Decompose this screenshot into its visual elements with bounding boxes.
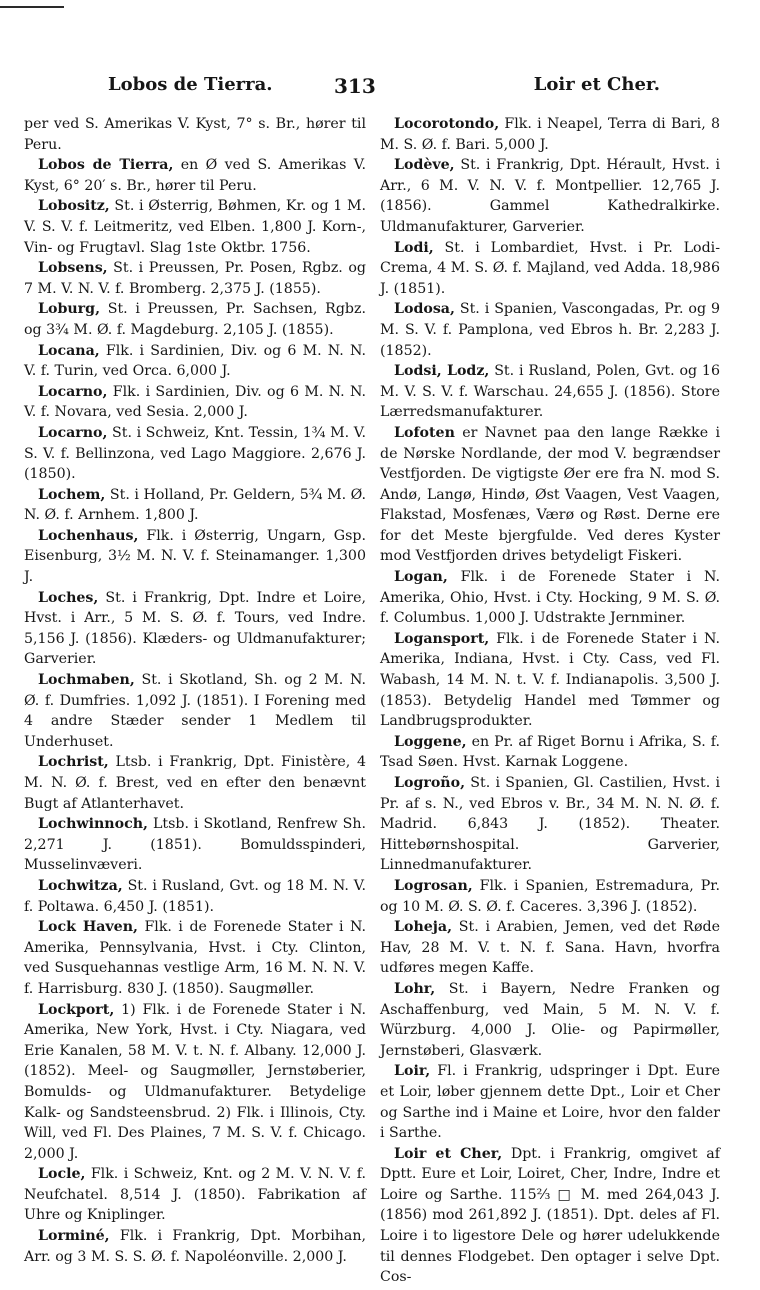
entry-headword: Locarno, bbox=[38, 424, 108, 441]
entry-headword: Lohr, bbox=[394, 980, 436, 997]
entry-headword: Logroño, bbox=[394, 775, 466, 791]
entry-text: St. i Spanien, Vascongadas, Pr. og 9 M. S. V. f. Pamplona, ved Ebros h. Br. 2,283 J. (1852). bbox=[380, 301, 720, 359]
entry-text: er Navnet paa den lange Række i de Nørske Nordlande, der mod V. begrændser Vestfjorden. De vigtigste Øer ere fra N. mod S. Andø, Langø, Hindø, Øst Vaagen, Vest Vaagen, Flakstad, Mosfenæs, Værø og Røst. Derne ere for det Meste bjergfulde. Ved deres Kyster mod Vestfjorden drives betydeligt Fiskeri. bbox=[380, 424, 720, 565]
entry-text: Ltsb. i Frankrig, Dpt. Finistère, 4 M. N. Ø. f. Brest, ved en efter den benævnt Bugt af Atlanterhavet. bbox=[24, 754, 366, 812]
entry-text: Flk. i Østerrig, Ungarn, Gsp. Eisenburg, 3½ M. N. V. f. Steinamanger. 1,300 J. bbox=[24, 527, 366, 586]
entry-headword: Loir et Cher, bbox=[394, 1145, 503, 1162]
entry-text: Flk. i Frankrig, Dpt. Morbihan, Arr. og 3 M. S. S. Ø. f. Napoléonville. 2,000 J. bbox=[24, 1228, 366, 1265]
page-header bbox=[22, 74, 734, 102]
dictionary-entry bbox=[380, 876, 720, 917]
dictionary-entry bbox=[24, 155, 366, 196]
dictionary-entry bbox=[380, 114, 720, 155]
entry-headword: Loggene, bbox=[394, 733, 467, 750]
dictionary-entry bbox=[24, 1226, 366, 1267]
entry-headword: Lodève, bbox=[394, 157, 455, 174]
dictionary-entry bbox=[380, 361, 720, 423]
header-right-catchword: Loir et Cher. bbox=[533, 74, 660, 95]
dictionary-entry bbox=[380, 423, 720, 567]
dictionary-entry bbox=[24, 1000, 366, 1165]
entry-headword: Lochem, bbox=[38, 486, 106, 503]
dictionary-entry bbox=[380, 1061, 720, 1143]
entry-text: Flk. i Spanien, Estremadura, Pr. og 10 M. Ø. S. Ø. f. Caceres. 3,396 J. (1852). bbox=[380, 877, 720, 915]
dictionary-entry bbox=[24, 114, 366, 155]
dictionary-entry bbox=[380, 773, 720, 876]
top-rule bbox=[0, 6, 64, 8]
dictionary-entry bbox=[380, 979, 720, 1061]
entry-text: Dpt. i Frankrig, omgivet af Dptt. Eure et Loir, Loiret, Cher, Indre, Indre et Loire og Sarthe. 115⅔ □ M. med 264,043 J. (1856) mod 261,892 J. (1851). Dpt. deles af Fl. Loire i to ligestore Dele og hører udelukkende til dennes Flodgebet. Den optager i selve Dpt. Cos- bbox=[380, 1145, 721, 1286]
page-number: 313 bbox=[334, 74, 376, 98]
left-column bbox=[24, 114, 366, 1267]
dictionary-entry bbox=[24, 670, 366, 752]
entry-headword: Lorminé, bbox=[38, 1228, 110, 1245]
dictionary-entry bbox=[24, 196, 366, 258]
dictionary-entry bbox=[380, 1144, 720, 1288]
entry-headword: Loches, bbox=[38, 589, 99, 606]
dictionary-entry bbox=[380, 732, 720, 773]
dictionary-entry bbox=[24, 258, 366, 299]
entry-headword: Locarno, bbox=[38, 383, 108, 400]
dictionary-entry bbox=[24, 1164, 366, 1226]
dictionary-entry bbox=[380, 629, 720, 732]
entry-text: Ltsb. i Skotland, Renfrew Sh. 2,271 J. (1851). Bomuldsspinderi, Musselinvæveri. bbox=[24, 816, 366, 874]
entry-text: Flk. i de Forenede Stater i N. Amerika, Indiana, Hvst. i Cty. Cass, ved Fl. Wabash, 14 M. N. t. V. f. Indianapolis. 3,500 J. (1853). Betydelig Handel med Tømmer og Landbrugsprodukter. bbox=[380, 630, 720, 730]
dictionary-entry bbox=[24, 382, 366, 423]
entry-headword: Lochmaben, bbox=[38, 672, 135, 689]
entry-text: St. i Spanien, Gl. Castilien, Hvst. i Pr. af s. N., ved Ebros v. Br., 34 M. N. N. Ø. f. Madrid. 6,843 J. (1852). Theater. Hittebørnshospital. Garverier, Linnedmanufakturer. bbox=[380, 775, 720, 874]
entry-text: Fl. i Frankrig, udspringer i Dpt. Eure et Loir, løber gjennem dette Dpt., Loir et Cher og Sarthe ind i Maine et Loire, hvor den falder i Sarthe. bbox=[380, 1063, 720, 1142]
entry-text: per ved S. Amerikas V. Kyst, 7° s. Br., hører til Peru. bbox=[24, 116, 366, 153]
entry-text: St. i Frankrig, Dpt. Indre et Loire, Hvst. i Arr., 5 M. S. Ø. f. Tours, ved Indre. 5,156 J. (1856). Klæders- og Uldmanufakturer; Garverier. bbox=[24, 589, 366, 668]
entry-headword: Loheja, bbox=[394, 919, 453, 936]
entry-text: St. i Lombardiet, Hvst. i Pr. Lodi-Crema, 4 M. S. Ø. f. Majland, ved Adda. 18,986 J. (1851). bbox=[380, 239, 720, 297]
dictionary-entry bbox=[380, 238, 720, 300]
entry-text: en Pr. af Riget Bornu i Afrika, S. f. Tsad Søen. Hvst. Karnak Loggene. bbox=[380, 733, 720, 771]
dictionary-entry bbox=[380, 155, 720, 237]
entry-headword: Logan, bbox=[394, 569, 448, 586]
dictionary-entry bbox=[24, 299, 366, 340]
entry-headword: Loir, bbox=[394, 1063, 431, 1080]
dictionary-entry bbox=[380, 917, 720, 979]
dictionary-entry bbox=[24, 917, 366, 999]
entry-headword: Lodsi, Lodz, bbox=[394, 363, 490, 380]
entry-text: St. i Arabien, Jemen, ved det Røde Hav, 28 M. V. t. N. f. Sana. Havn, hvorfra udføres megen Kaffe. bbox=[380, 919, 720, 977]
entry-headword: Lochenhaus, bbox=[38, 527, 139, 544]
entry-headword: Lobos de Tierra, bbox=[38, 157, 174, 174]
entry-text: Flk. i Sardinien, Div. og 6 M. N. N. V. f. Novara, ved Sesia. 2,000 J. bbox=[24, 383, 366, 421]
entry-headword: Logansport, bbox=[394, 630, 490, 647]
entry-text: en Ø ved S. Amerikas V. Kyst, 6° 20′ s. Br., hører til Peru. bbox=[24, 157, 366, 194]
entry-text: Flk. i de Forenede Stater i N. Amerika, Ohio, Hvst. i Cty. Hocking, 9 M. S. Ø. f. Columbus. 1,000 J. Udstrakte Jernminer. bbox=[380, 569, 720, 627]
right-column bbox=[380, 114, 720, 1288]
entry-headword: Locle, bbox=[38, 1166, 86, 1183]
entry-text: St. i Holland, Pr. Geldern, 5¾ M. Ø. N. Ø. f. Arnhem. 1,800 J. bbox=[24, 486, 366, 524]
entry-headword: Locorotondo, bbox=[394, 116, 500, 132]
entry-text: Flk. i de Forenede Stater i N. Amerika, Pennsylvania, Hvst. i Cty. Clinton, ved Susquehannas vestlige Arm, 16 M. N. N. V. f. Harrisburg. 830 J. (1850). Saugmøller. bbox=[24, 919, 366, 997]
entry-headword: Lock Haven, bbox=[38, 919, 138, 936]
dictionary-entry bbox=[24, 341, 366, 382]
entry-headword: Locana, bbox=[38, 342, 100, 359]
dictionary-entry bbox=[24, 814, 366, 876]
entry-headword: Lobositz, bbox=[38, 198, 110, 215]
entry-headword: Lodi, bbox=[394, 239, 434, 256]
entry-headword: Lochwinnoch, bbox=[38, 816, 148, 833]
entry-text: Flk. i Schweiz, Knt. og 2 M. V. N. V. f. Neufchatel. 8,514 J. (1850). Fabrikation af Uhre og Kniplinger. bbox=[24, 1166, 366, 1224]
entry-text: St. i Østerrig, Bøhmen, Kr. og 1 M. V. S. V. f. Leitmeritz, ved Elben. 1,800 J. Korn-, Vin- og Frugtavl. Slag 1ste Oktbr. 1756. bbox=[24, 198, 366, 256]
entry-text: St. i Preussen, Pr. Posen, Rgbz. og 7 M. V. N. V. f. Bromberg. 2,375 J. (1855). bbox=[24, 260, 366, 297]
entry-text: Flk. i Sardinien, Div. og 6 M. N. N. V. f. Turin, ved Orca. 6,000 J. bbox=[24, 342, 366, 380]
entry-headword: Lockport, bbox=[38, 1001, 115, 1018]
entry-headword: Loburg, bbox=[38, 301, 101, 318]
dictionary-entry bbox=[24, 752, 366, 814]
entry-headword: Lochrist, bbox=[38, 754, 109, 771]
dictionary-entry bbox=[24, 485, 366, 526]
entry-headword: Lochwitza, bbox=[38, 877, 123, 894]
header-left-catchword: Lobos de Tierra. bbox=[108, 74, 273, 95]
dictionary-entry bbox=[24, 588, 366, 670]
dictionary-entry bbox=[380, 567, 720, 629]
entry-headword: Lofoten bbox=[394, 424, 455, 441]
dictionary-entry bbox=[24, 876, 366, 917]
dictionary-entry bbox=[24, 526, 366, 588]
entry-text: St. i Frankrig, Dpt. Hérault, Hvst. i Arr., 6 M. V. N. V. f. Montpellier. 12,765 J. (1856). Gammel Kathedralkirke. Uldmanufakturer, Garverier. bbox=[380, 157, 720, 235]
entry-text: St. i Preussen, Pr. Sachsen, Rgbz. og 3¾ M. Ø. f. Magdeburg. 2,105 J. (1855). bbox=[24, 301, 366, 338]
entry-text: 1) Flk. i de Forenede Stater i N. Amerika, New York, Hvst. i Cty. Niagara, ved Erie Kanalen, 58 M. V. t. N. f. Albany. 12,000 J. (1852). Meel- og Saugmøller, Jernstøberier, Bomulds- og Uldmanufakturer. Betydelige Kalk- og Sandsteensbrud. 2) Flk. i Illinois, Cty. Will, ved Fl. Des Plaines, 7 M. S. V. f. Chicago. 2,000 J. bbox=[24, 1001, 366, 1162]
dictionary-entry bbox=[380, 299, 720, 361]
entry-text: St. i Bayern, Nedre Franken og Aschaffenburg, ved Main, 5 M. N. V. f. Würzburg. 4,000 J. Olie- og Papirmøller, Jernstøberi, Glasværk. bbox=[380, 980, 720, 1059]
entry-text: St. i Schweiz, Knt. Tessin, 1¾ M. V. S. V. f. Bellinzona, ved Lago Maggiore. 2,676 J. (1850). bbox=[24, 424, 366, 483]
entry-text: St. i Skotland, Sh. og 2 M. N. Ø. f. Dumfries. 1,092 J. (1851). I Forening med 4 andre Stæder sender 1 Medlem til Underhuset. bbox=[24, 672, 366, 750]
entry-headword: Logrosan, bbox=[394, 877, 473, 894]
entry-headword: Lobsens, bbox=[38, 260, 108, 277]
entry-text: St. i Rusland, Gvt. og 18 M. N. V. f. Poltawa. 6,450 J. (1851). bbox=[24, 877, 366, 915]
entry-text: Flk. i Neapel, Terra di Bari, 8 M. S. Ø. f. Bari. 5,000 J. bbox=[380, 116, 720, 153]
dictionary-entry bbox=[24, 423, 366, 485]
entry-headword: Lodosa, bbox=[394, 301, 455, 318]
entry-text: St. i Rusland, Polen, Gvt. og 16 M. V. S. V. f. Warschau. 24,655 J. (1856). Store Lærredsmanufakturer. bbox=[380, 363, 720, 421]
